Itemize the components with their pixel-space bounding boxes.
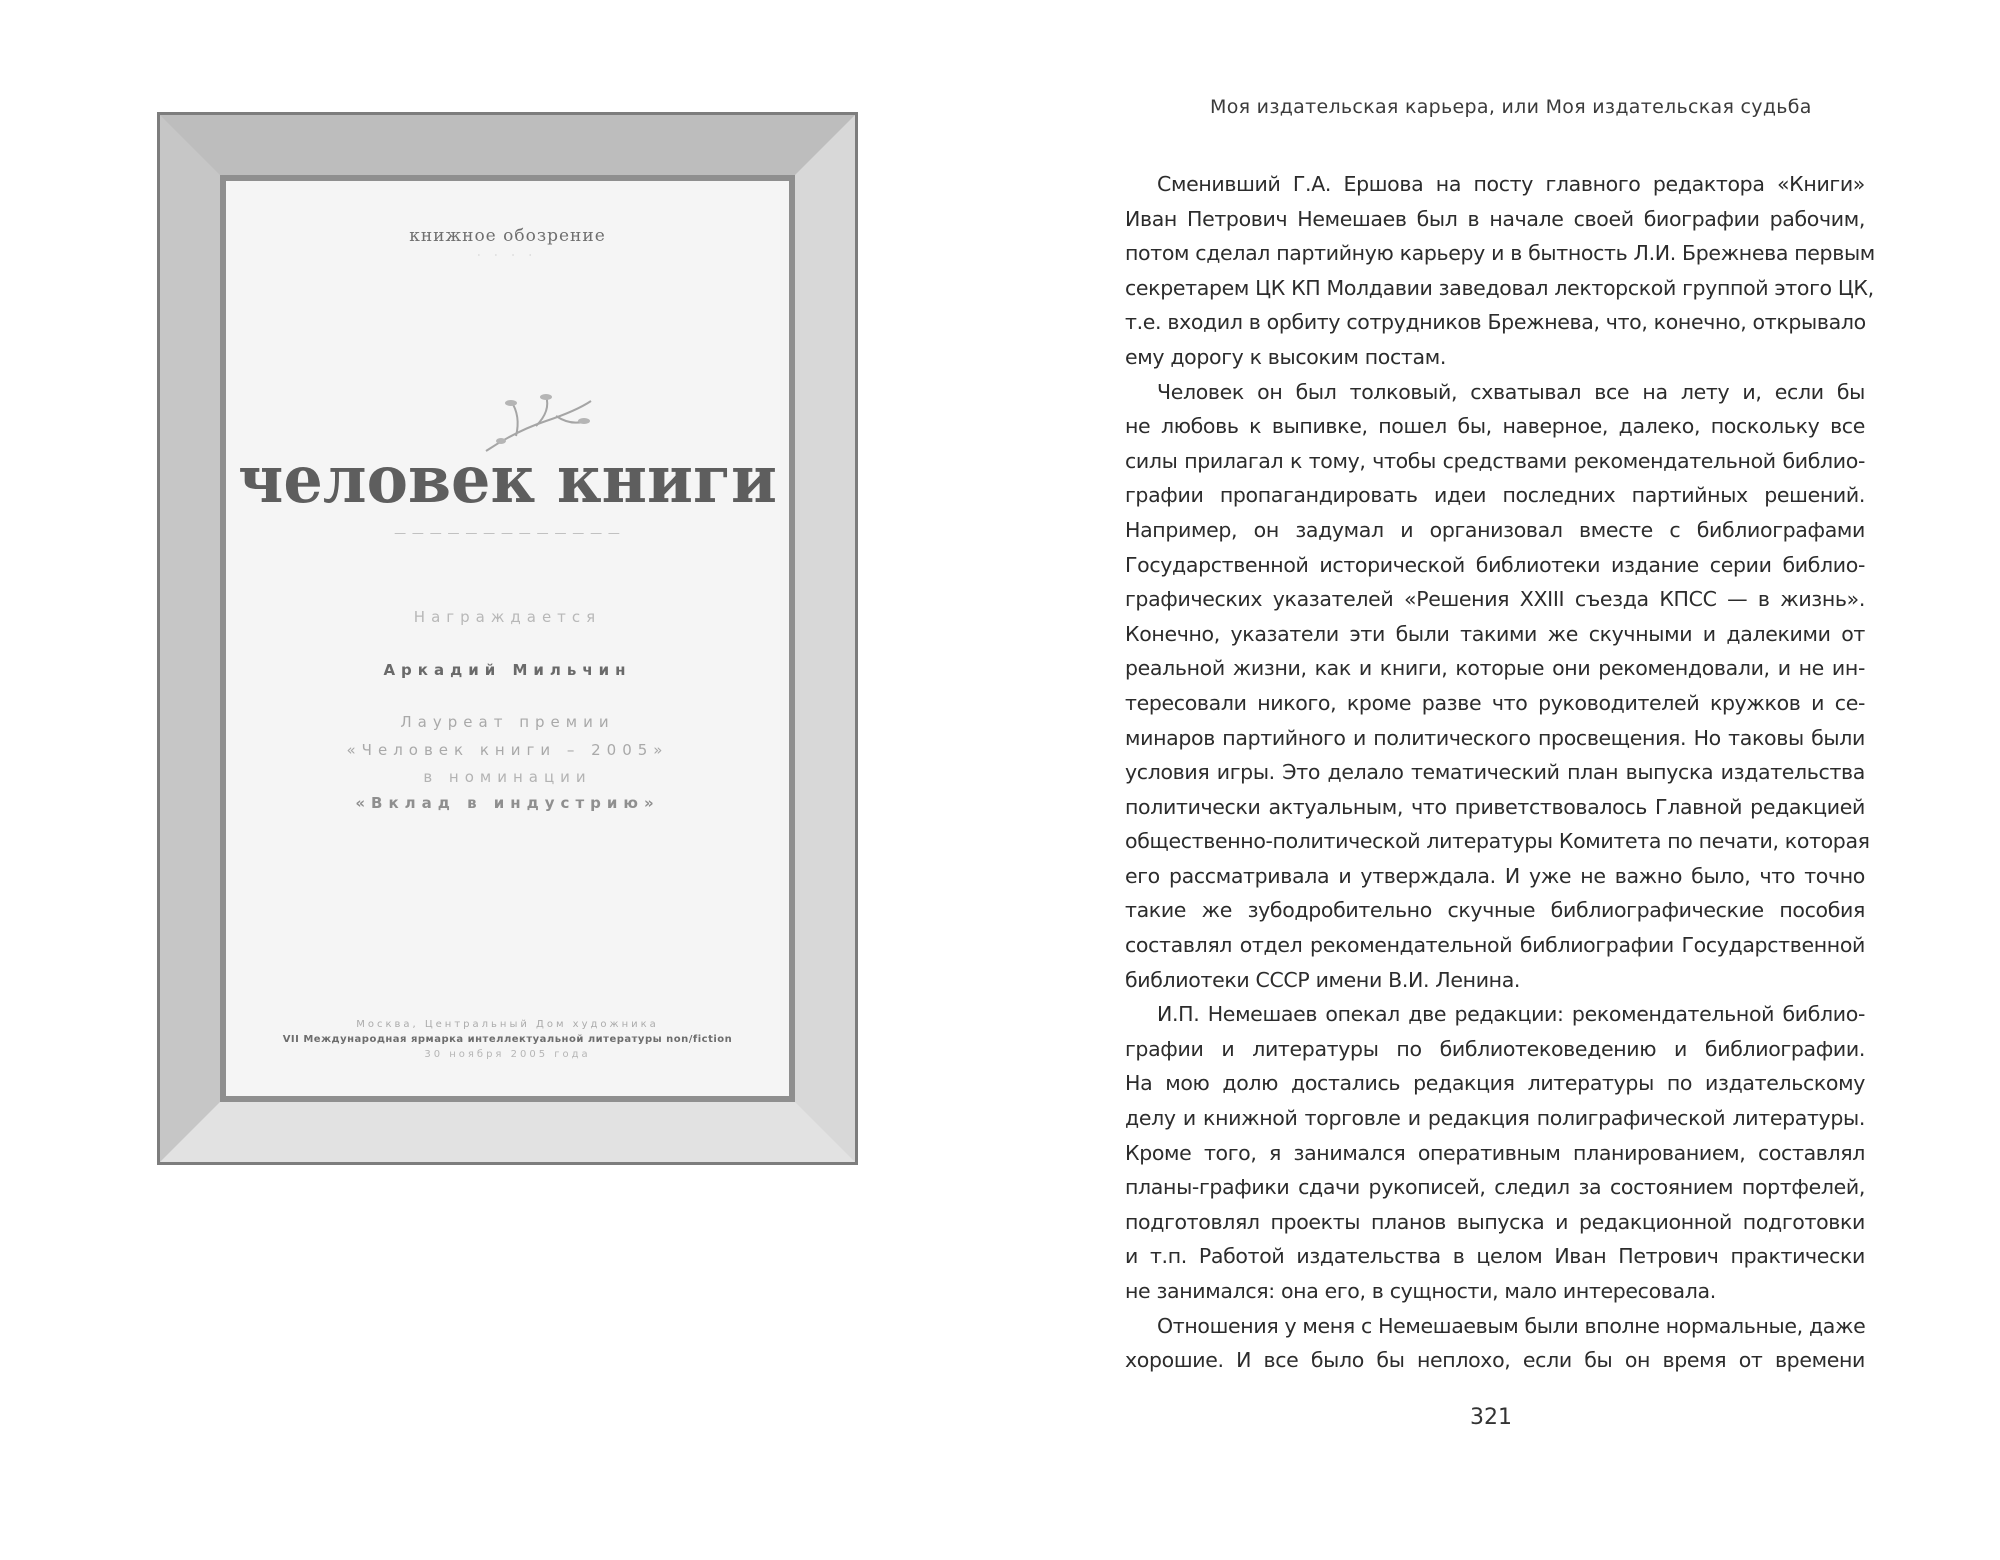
page-number: 321 <box>1470 1405 1512 1430</box>
text-line: планы-графики сдачи рукописей, следил за состоянием портфелей, <box>1125 1175 1865 1200</box>
certificate-nomination: в номинации <box>423 768 592 786</box>
certificate-awarded: Награждается <box>413 608 602 626</box>
text-line: реальной жизни, как и книги, которые они рекомендовали, и не ин- <box>1125 656 1865 681</box>
text-line: тересовали никого, кроме разве что руководителей кружков и се- <box>1125 690 1865 715</box>
text-line: ему дорогу к высоким постам. <box>1125 344 1446 369</box>
text-line: графии и литературы по библиотековедению и библиографии. <box>1125 1036 1865 1061</box>
certificate-logo: книжное обозрение <box>409 226 606 246</box>
certificate-logo-subline: · · · · <box>477 251 538 260</box>
text-line: составлял отдел рекомендательной библиографии Государственной <box>1125 933 1865 958</box>
text-line: Государственной исторической библиотеки издание серии библио- <box>1125 552 1865 577</box>
text-line: И.П. Немешаев опекал две редакции: рекомендательной библио- <box>1157 1002 1865 1027</box>
text-line: общественно-политической литературы Комитета по печати, которая <box>1125 829 1870 854</box>
text-line: минаров партийного и политического просвещения. Но таковы были <box>1125 725 1865 750</box>
text-line: подготовлял проекты планов выпуска и редакционной подготовки <box>1125 1209 1865 1234</box>
framed-certificate-photo <box>160 115 855 1162</box>
certificate-category: «Вклад в индустрию» <box>355 794 660 812</box>
text-line: потом сделал партийную карьеру и в бытность Л.И. Брежнева первым <box>1125 241 1875 266</box>
text-line: Человек он был толковый, схватывал все на лету и, если бы <box>1157 379 1865 404</box>
certificate-title: человек книги <box>238 441 777 518</box>
certificate-recipient: Аркадий Мильчин <box>383 661 632 679</box>
certificate <box>226 181 789 1096</box>
running-head: Моя издательская карьера, или Моя издательская судьба <box>1210 96 1812 118</box>
text-line: Конечно, указатели эти были такими же скучными и далекими от <box>1125 621 1865 646</box>
certificate-title-subline: — — — — — — — — — — — — — <box>394 526 621 540</box>
certificate-prize: «Человек книги – 2005» <box>346 741 669 759</box>
text-line: его рассматривала и утверждала. И уже не важно было, что точно <box>1125 863 1865 888</box>
text-line: Сменивший Г.А. Ершова на посту главного редактора «Книги» <box>1157 172 1865 196</box>
text-line: библиотеки СССР имени В.И. Ленина. <box>1125 967 1521 992</box>
text-line: Кроме того, я занимался оперативным планированием, составлял <box>1125 1140 1865 1165</box>
text-line: делу и книжной торговле и редакция полиграфической литературы. <box>1125 1106 1865 1131</box>
certificate-footer-venue: Москва, Центральный Дом художника <box>356 1019 659 1030</box>
text-line: и т.п. Работой издательства в целом Иван Петрович практически <box>1125 1244 1865 1269</box>
certificate-footer-fair: VII Международная ярмарка интеллектуальной литературы non/fiction <box>282 1034 733 1045</box>
text-line: не любовь к выпивке, пошел бы, наверное, далеко, поскольку все <box>1125 414 1865 439</box>
text-line: т.е. входил в орбиту сотрудников Брежнева, что, конечно, открывало <box>1125 310 1866 335</box>
text-line: На мою долю достались редакция литературы по издательскому <box>1125 1071 1865 1096</box>
certificate-footer-date: 30 ноября 2005 года <box>424 1049 591 1060</box>
text-line: Иван Петрович Немешаев был в начале своей биографии рабочим, <box>1125 206 1865 231</box>
text-line: силы прилагал к тому, чтобы средствами рекомендательной библио- <box>1125 448 1865 473</box>
text-line: условия игры. Это делало тематический план выпуска издательства <box>1125 760 1865 785</box>
body-text <box>1125 167 1875 1378</box>
text-line: не занимался: она его, в сущности, мало интересовала. <box>1125 1279 1716 1303</box>
text-line: Например, он задумал и организовал вместе с библиографами <box>1125 517 1865 542</box>
certificate-laureate: Лауреат премии <box>400 713 615 731</box>
text-line: хорошие. И все было бы неплохо, если бы он время от времени <box>1125 1348 1865 1373</box>
text-line: графических указателей «Решения XXIII съезда КПСС — в жизнь». <box>1125 587 1865 612</box>
text-line: политически актуальным, что приветствовалось Главной редакцией <box>1125 794 1865 819</box>
text-line: Отношения у меня с Немешаевым были вполне нормальные, даже <box>1157 1313 1866 1338</box>
text-line: графии пропагандировать идеи последних партийных решений. <box>1125 483 1865 508</box>
text-line: такие же зубодробительно скучные библиографические пособия <box>1125 898 1865 923</box>
text-line: секретарем ЦК КП Молдавии заведовал лекторской группой этого ЦК, <box>1125 275 1874 300</box>
